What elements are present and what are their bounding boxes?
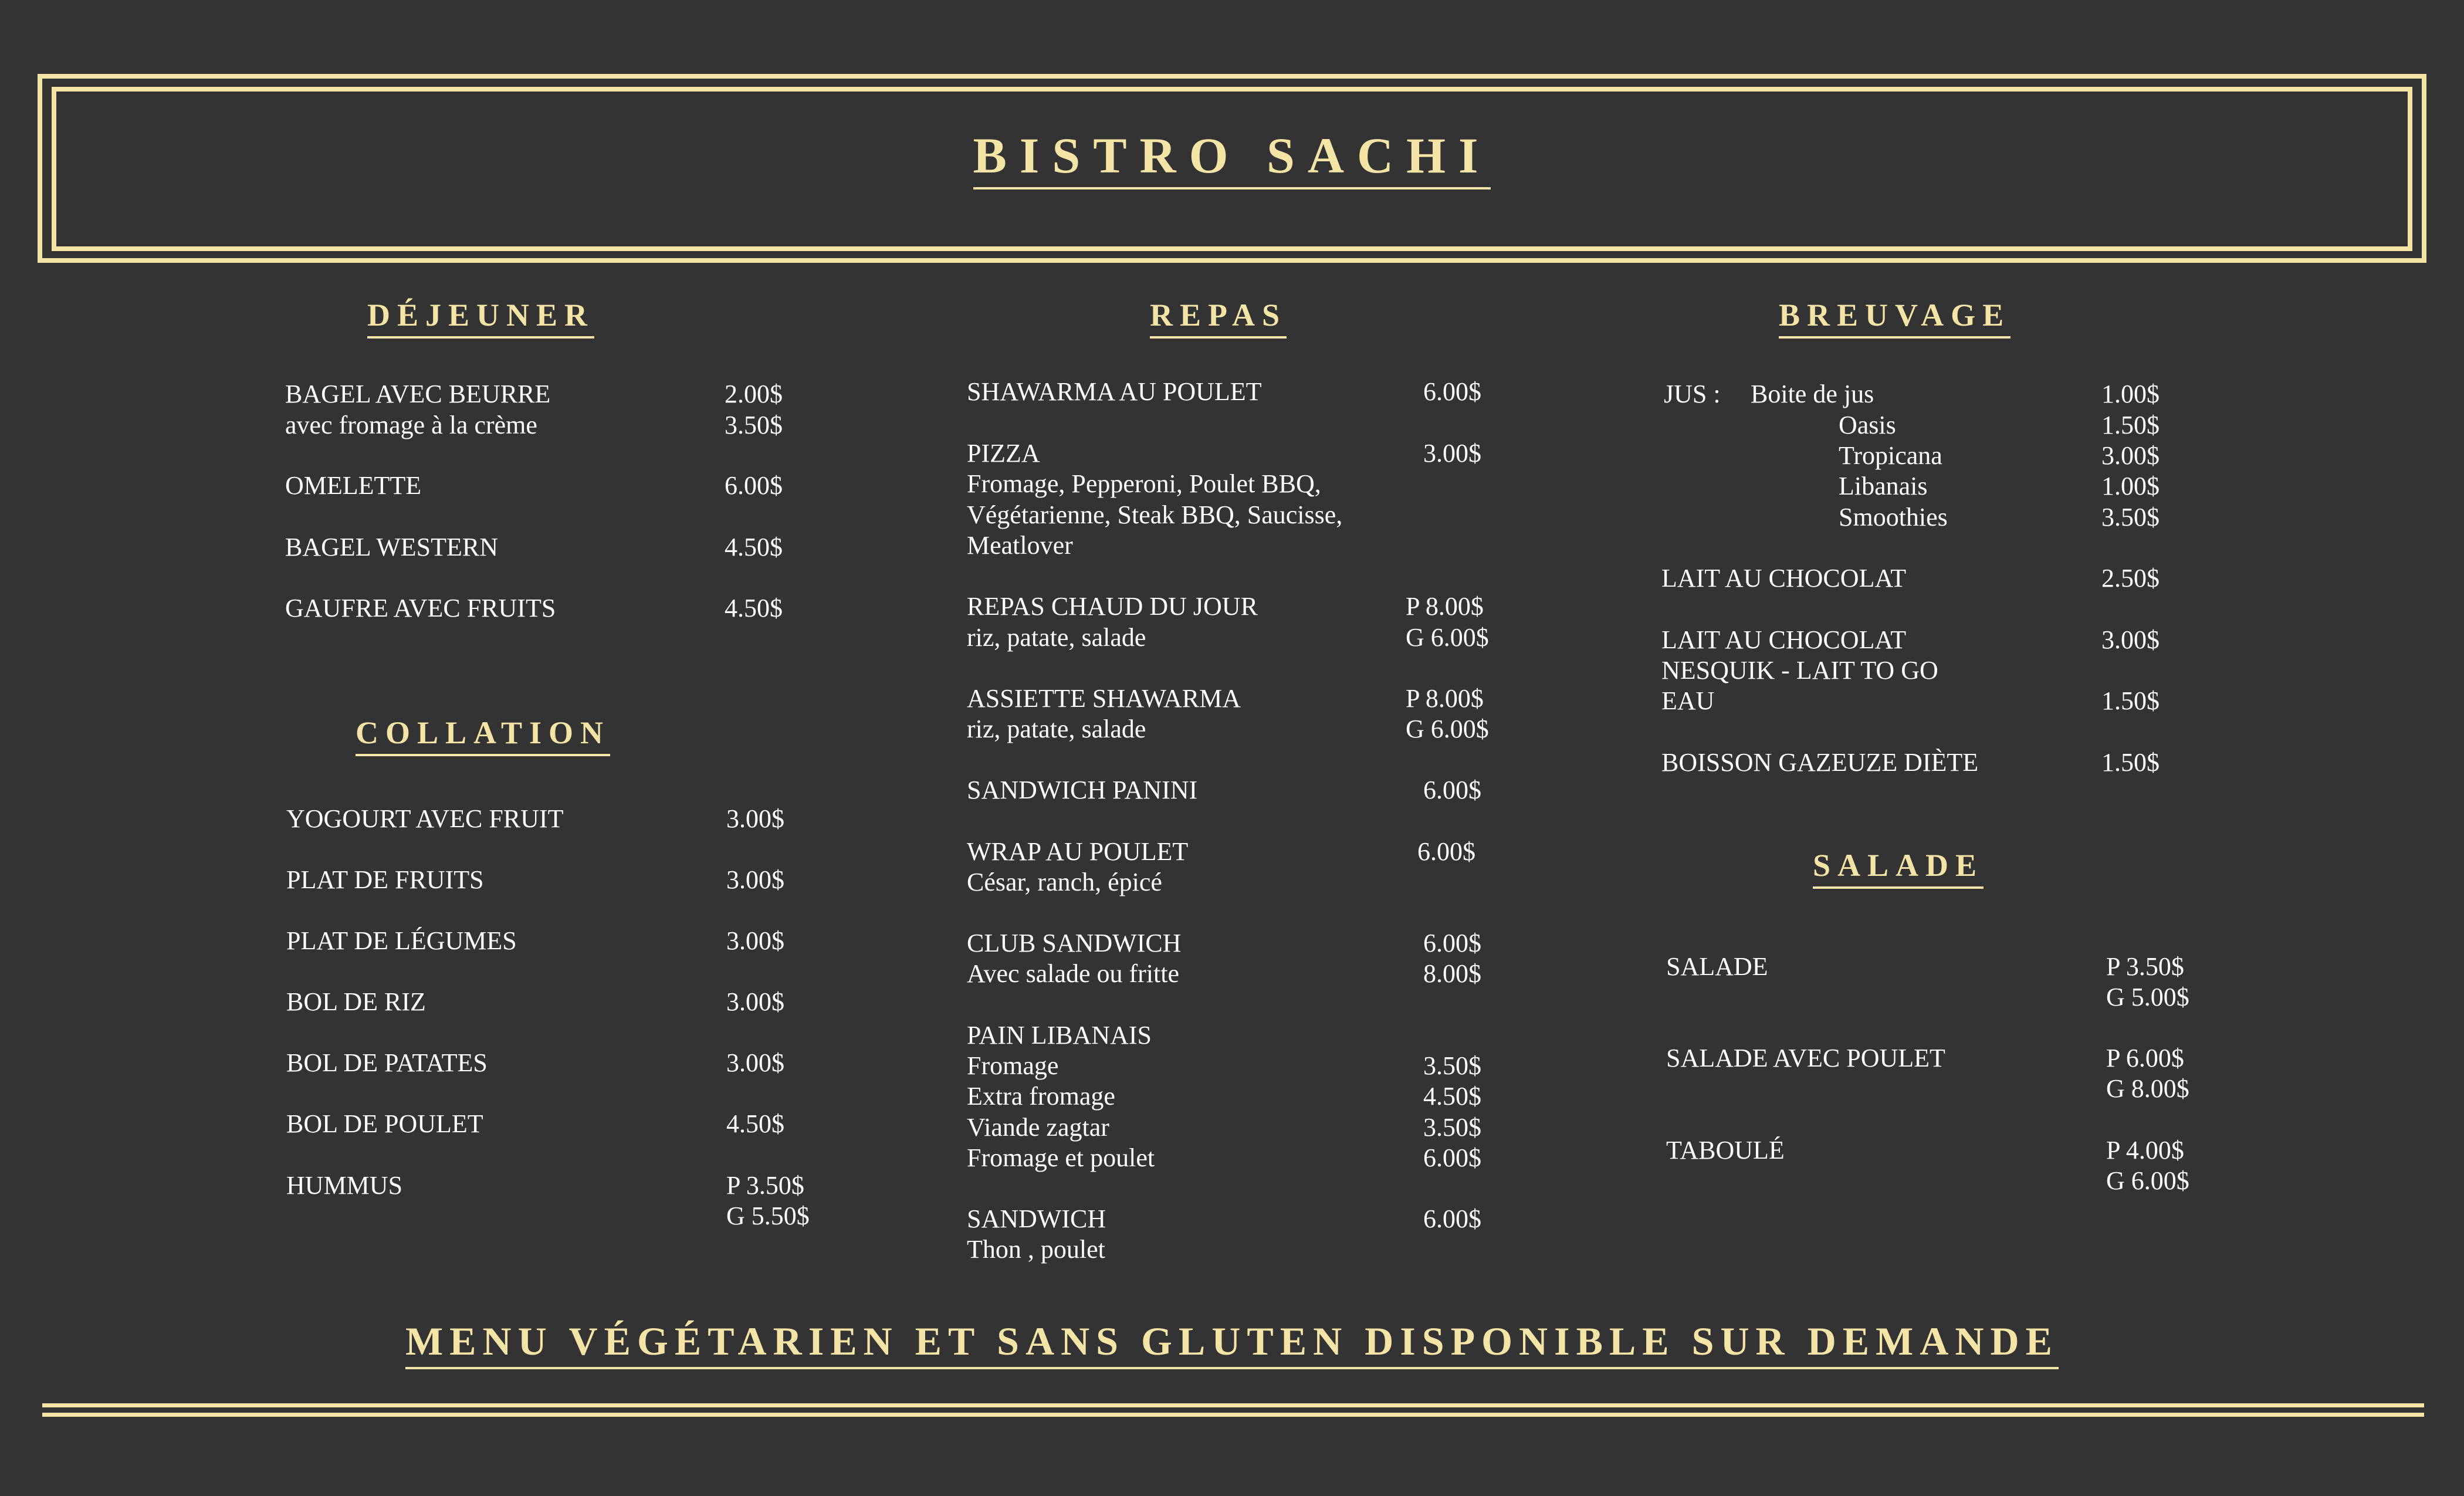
menu-item-desc: Végétarienne, Steak BBQ, Saucisse, <box>967 500 1343 529</box>
menu-item-name: SALADE AVEC POULET <box>1666 1044 1945 1072</box>
menu-item-name: SHAWARMA AU POULET <box>967 377 1262 406</box>
menu-item-desc: Meatlover <box>967 531 1073 560</box>
menu-item-name: WRAP AU POULET <box>967 837 1189 866</box>
menu-item-name: GAUFRE AVEC FRUITS <box>285 594 556 622</box>
menu-item-price: P 3.50$ <box>726 1171 804 1200</box>
menu-item-price: P 8.00$ <box>1406 592 1484 621</box>
menu-item-price: P 4.00$ <box>2106 1136 2184 1165</box>
menu-item-name: CLUB SANDWICH <box>967 929 1182 957</box>
footer-notice: MENU VÉGÉTARIEN ET SANS GLUTEN DISPONIBLE SUR DEMANDE <box>0 1321 2464 1361</box>
menu-item-price: 6.00$ <box>1423 1204 1481 1233</box>
section-title-breuvage: BREUVAGE <box>1779 299 2011 331</box>
menu-item-name: NESQUIK - LAIT TO GO <box>1661 656 1938 685</box>
menu-subitem-name: Fromage <box>967 1051 1059 1080</box>
menu-item-name: BAGEL WESTERN <box>285 533 498 561</box>
menu-item-price-large: G 6.00$ <box>1406 623 1489 652</box>
menu-item-name: PIZZA <box>967 439 1040 468</box>
menu-item-name: SANDWICH <box>967 1204 1106 1233</box>
menu-item-price: 3.00$ <box>726 1048 784 1077</box>
menu-item-price: 1.50$ <box>2101 748 2160 777</box>
menu-item-name: LAIT AU CHOCOLAT <box>1661 564 1907 593</box>
menu-item-price: 3.00$ <box>1423 439 1481 468</box>
menu-item-name: BAGEL AVEC BEURRE <box>285 380 551 408</box>
menu-item-name: TABOULÉ <box>1666 1136 1785 1165</box>
menu-subitem-price: 4.50$ <box>1423 1082 1481 1111</box>
menu-item-price: P 8.00$ <box>1406 684 1484 713</box>
menu-item-price: 6.00$ <box>1417 837 1475 866</box>
menu-subitem-name: Viande zagtar <box>967 1113 1109 1142</box>
menu-item-price-large: G 5.00$ <box>2106 983 2189 1011</box>
menu-item-price: 3.50$ <box>2101 503 2160 532</box>
menu-item-price: 4.50$ <box>725 533 783 561</box>
menu-subitem-price: 3.50$ <box>1423 1051 1481 1080</box>
menu-item-price: 3.00$ <box>2101 625 2160 654</box>
menu-item-name: SANDWICH PANINI <box>967 776 1198 804</box>
menu-item-desc: riz, patate, salade <box>967 715 1146 743</box>
menu-item-price: 3.50$ <box>725 411 783 439</box>
menu-item-name: EAU <box>1661 686 1715 715</box>
menu-item-name: PLAT DE LÉGUMES <box>286 926 517 955</box>
menu-item-name: ASSIETTE SHAWARMA <box>967 684 1241 713</box>
menu-subitem-name: Extra fromage <box>967 1082 1115 1111</box>
menu-item-name: BOISSON GAZEUZE DIÈTE <box>1661 748 1979 777</box>
menu-item-price: 1.50$ <box>2101 686 2160 715</box>
menu-item-name: BOL DE RIZ <box>286 987 426 1016</box>
menu-item-name: PAIN LIBANAIS <box>967 1021 1152 1050</box>
menu-item-price: 3.00$ <box>726 865 784 894</box>
menu-item-price: 2.50$ <box>2101 564 2160 593</box>
menu-item-price: 4.50$ <box>726 1109 784 1138</box>
footer-rule-top <box>42 1403 2424 1407</box>
menu-subitem-price: 6.00$ <box>1423 1143 1481 1172</box>
menu-item-price: 6.00$ <box>1423 377 1481 406</box>
menu-item-price: 3.00$ <box>2101 441 2160 470</box>
menu-item-price-large: G 5.50$ <box>726 1201 810 1230</box>
menu-item-name: Smoothies <box>1839 503 1948 532</box>
menu-item-name: avec fromage à la crème <box>285 411 537 439</box>
menu-item-name: BOL DE PATATES <box>286 1048 488 1077</box>
menu-item-name: OMELETTE <box>285 471 422 500</box>
menu-item-price: 3.00$ <box>726 926 784 955</box>
menu-item-price: 1.00$ <box>2101 472 2160 500</box>
menu-item-price: 3.00$ <box>726 987 784 1016</box>
menu-item-name: Boite de jus <box>1751 380 1874 408</box>
menu-item-desc: Avec salade ou fritte <box>967 959 1180 988</box>
menu-item-desc: César, ranch, épicé <box>967 868 1162 896</box>
menu-item-name: YOGOURT AVEC FRUIT <box>286 804 564 833</box>
menu-item-desc: Fromage, Pepperoni, Poulet BBQ, <box>967 469 1321 498</box>
menu-item-price: 6.00$ <box>1423 929 1481 957</box>
menu-item-name: LAIT AU CHOCOLAT <box>1661 625 1907 654</box>
section-title-salade: SALADE <box>1813 849 1984 881</box>
menu-item-price: P 3.50$ <box>2106 952 2184 981</box>
menu-item-desc: riz, patate, salade <box>967 623 1146 652</box>
menu-item-price: 6.00$ <box>725 471 783 500</box>
menu-item-price: 8.00$ <box>1423 959 1481 988</box>
section-title-repas: REPAS <box>1150 299 1287 331</box>
menu-item-name: HUMMUS <box>286 1171 403 1200</box>
menu-item-price: 6.00$ <box>1423 776 1481 804</box>
menu-item-name: Libanais <box>1839 472 1928 500</box>
menu-subitem-name: Fromage et poulet <box>967 1143 1155 1172</box>
menu-item-name: SALADE <box>1666 952 1768 981</box>
menu-item-price: 2.00$ <box>725 380 783 408</box>
section-title-dejeuner: DÉJEUNER <box>367 299 594 331</box>
section-title-collation: COLLATION <box>356 717 610 749</box>
menu-item-price: P 6.00$ <box>2106 1044 2184 1072</box>
menu-item-desc: Thon , poulet <box>967 1235 1105 1264</box>
menu-item-price: 1.00$ <box>2101 380 2160 408</box>
jus-label: JUS : <box>1664 380 1721 408</box>
menu-item-price: 3.00$ <box>726 804 784 833</box>
footer-rule-bottom <box>42 1413 2424 1417</box>
menu-item-price-large: G 8.00$ <box>2106 1074 2189 1103</box>
menu-item-price-large: G 6.00$ <box>1406 715 1489 743</box>
menu-item-price: 4.50$ <box>725 594 783 622</box>
menu-item-name: BOL DE POULET <box>286 1109 483 1138</box>
restaurant-title: BISTRO SACHI <box>0 130 2464 181</box>
menu-item-price: 1.50$ <box>2101 411 2160 439</box>
menu-item-name: Tropicana <box>1839 441 1942 470</box>
menu-item-name: REPAS CHAUD DU JOUR <box>967 592 1258 621</box>
menu-item-name: PLAT DE FRUITS <box>286 865 484 894</box>
menu-item-price-large: G 6.00$ <box>2106 1166 2189 1195</box>
menu-item-name: Oasis <box>1839 411 1896 439</box>
menu-subitem-price: 3.50$ <box>1423 1113 1481 1142</box>
